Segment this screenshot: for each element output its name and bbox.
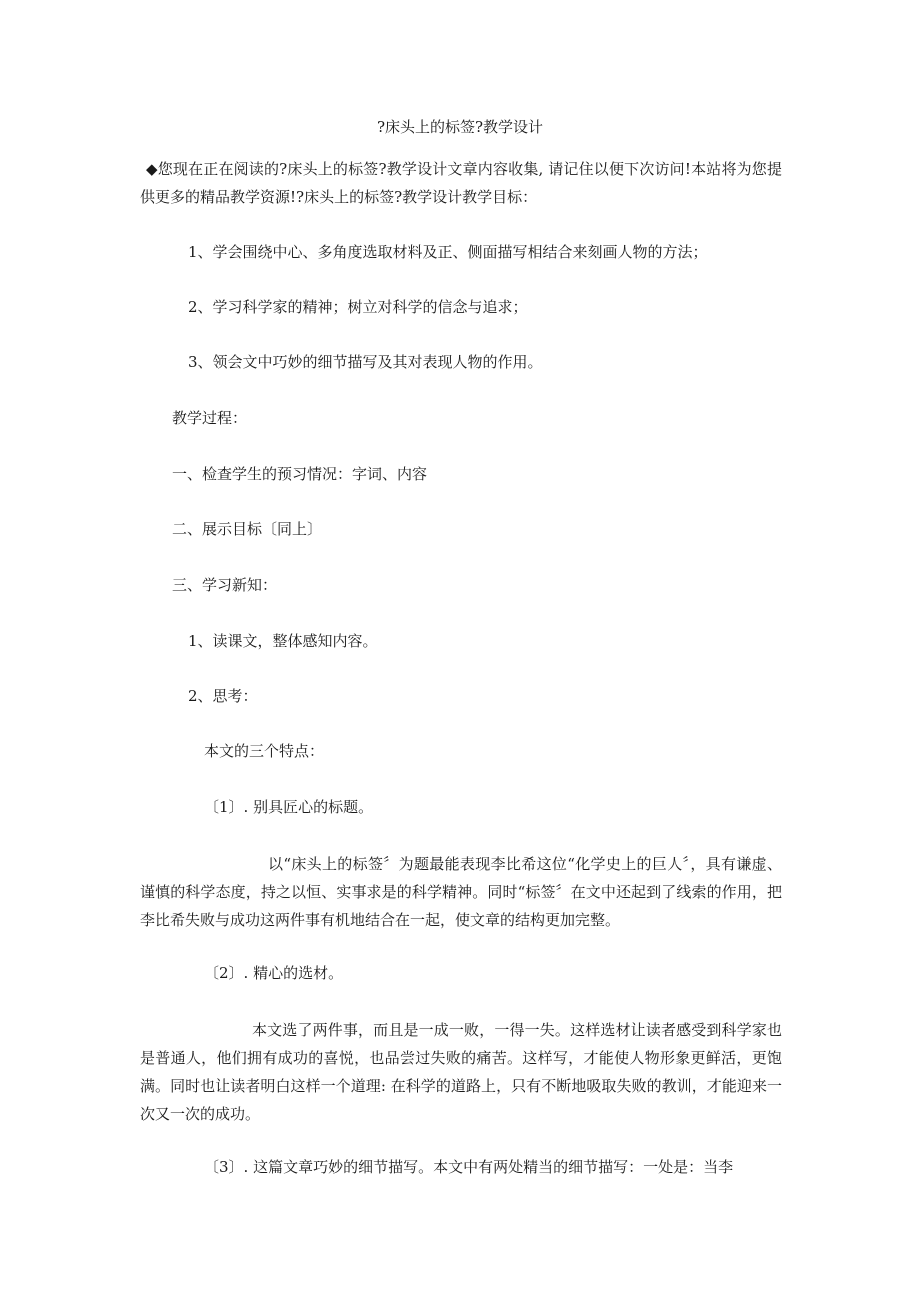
features-heading: 本文的三个特点： <box>204 742 325 760</box>
process-heading: 教学过程： <box>172 409 248 427</box>
goal-item-2: 2、学习科学家的精神；树立对科学的信念与追求； <box>188 298 528 316</box>
feature-1-heading: 〔1〕. 别具匠心的标题。 <box>204 798 374 816</box>
goal-item-1: 1、学会围绕中心、多角度选取材料及正、侧面描写相结合来刻画人物的方法； <box>188 243 708 261</box>
step-1: 一、检查学生的预习情况：字词、内容 <box>172 465 428 483</box>
goal-item-3: 3、领会文中巧妙的细节描写及其对表现人物的作用。 <box>188 353 543 371</box>
feature-3-line: 〔3〕. 这篇文章巧妙的细节描写。本文中有两处精当的细节描写：一处是：当李 <box>204 1158 734 1176</box>
substep-1: 1、读课文，整体感知内容。 <box>188 632 378 650</box>
substep-2: 2、思考： <box>188 687 258 705</box>
feature-1-paragraph: 以“床头上的标签〞为题最能表现李比希这位“化学史上的巨人〞，具有谦虚、谨慎的科学态度，持之以恒、实事求是的科学精神。同时“标签〞在文中还起到了线索的作用，把李比希失败与成功这两件事有机地结合在一起，使文章的结构更加完整。 <box>140 855 782 929</box>
step-2: 二、展示目标〔同上〕 <box>172 520 323 538</box>
intro-paragraph: ◆您现在正在阅读的?床头上的标签?教学设计文章内容收集, 请记住以便下次访问!本站将为您提供更多的精品教学资源!?床头上的标签?教学设计教学目标： <box>140 160 782 206</box>
feature-2-paragraph: 本文选了两件事，而且是一成一败，一得一失。这样选材让读者感受到科学家也是普通人，他们拥有成功的喜悦，也品尝过失败的痛苦。这样写，才能使人物形象更鲜活，更饱满。同时也让读者明白这样一个道理: 在科学的道路上，只有不断地吸取失败的教训，才能迎来一次又一次的成功。 <box>140 1021 782 1123</box>
feature-2-heading: 〔2〕. 精心的选材。 <box>204 964 344 982</box>
document-title: ?床头上的标签?教学设计 <box>376 118 544 136</box>
step-3: 三、学习新知： <box>172 576 278 594</box>
